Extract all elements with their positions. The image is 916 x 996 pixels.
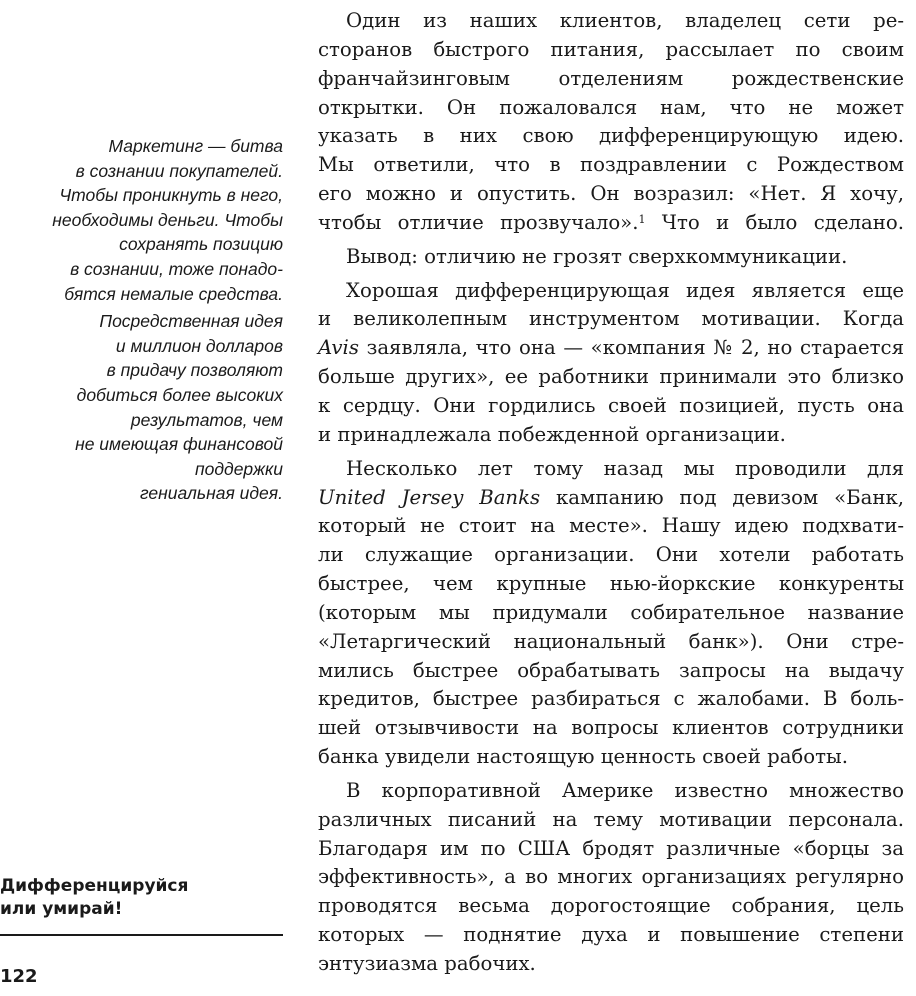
text-line: больше других», ее работники принимали это близко xyxy=(318,365,904,389)
footnote-marker: 1 xyxy=(638,212,646,226)
sidebar-line: не имеющая финансовой xyxy=(75,434,283,455)
sidebar-line: результатов, чем xyxy=(130,409,283,430)
text-line: сторанов быстрого питания, рассылает по своим xyxy=(318,37,904,61)
paragraph-conclusion xyxy=(318,243,904,272)
text-line: «Летаргический национальный банк»). Они стре- xyxy=(318,629,904,653)
text-line: различных писаний на тему мотивации персонала. xyxy=(318,807,904,831)
main-text xyxy=(318,7,904,984)
sidebar-line: гениальная идея. xyxy=(139,483,283,504)
text-line: мились быстрее обрабатывать запросы на выдачу xyxy=(318,658,904,682)
sidebar-line: в сознании покупателей. xyxy=(75,160,283,181)
text-line: который не стоит на месте». Нашу идею подхвати- xyxy=(318,514,904,538)
text-line: Один из наших клиентов, владелец сети ре- xyxy=(346,9,904,32)
text-line: кредитов, быстрее разбираться с жалобами. В боль- xyxy=(318,687,904,711)
page-number: 122 xyxy=(0,966,38,987)
brand-avis: Avis xyxy=(318,336,359,360)
sidebar-line: в сознании, тоже понадо- xyxy=(70,258,283,279)
text-line: эффективность», а во многих организациях регулярно xyxy=(318,865,904,889)
text-line: В корпоративной Америке известно множество xyxy=(346,778,904,802)
paragraph-avis xyxy=(318,277,904,450)
sidebar-line: в придачу позволяют xyxy=(106,360,283,381)
chapter-title xyxy=(0,875,283,921)
text-fragment: Что и было сделано. xyxy=(645,210,904,234)
text-fragment: чтобы отличие прозвучало». xyxy=(318,210,639,234)
text-line: ли служащие организации. Они хотели работать xyxy=(318,543,904,567)
text-line: быстрее, чем крупные нью-йоркские конкуренты xyxy=(318,572,904,596)
text-line: проводятся весьма дорогостоящие собрания, цель xyxy=(318,894,904,918)
sidebar-line: и миллион долларов xyxy=(115,335,283,356)
text-line: банка увидели настоящую ценность своей работы. xyxy=(318,745,848,769)
sidebar-line: поддержки xyxy=(194,458,283,479)
text-line: Вывод: отличию не грозят сверхкоммуникации. xyxy=(346,244,848,268)
text-line: которых — поднятие духа и повышение степени xyxy=(318,923,904,947)
text-line xyxy=(318,484,904,513)
text-line: (которым мы придумали собирательное название xyxy=(318,600,904,624)
text-line xyxy=(318,334,904,363)
sidebar-line: добиться более высоких xyxy=(76,384,283,405)
sidebar-line: Маркетинг — битва xyxy=(108,136,283,156)
text-line: Мы ответили, что в поздравлении с Рождеством xyxy=(318,153,904,177)
text-line: энтузиазма рабочих. xyxy=(318,952,536,975)
text-fragment: заявляла, что она — «компания № 2, но старается xyxy=(358,336,904,360)
text-line: Благодаря им по США бродят различные «борцы за xyxy=(318,836,904,860)
sidebar-line: Чтобы проникнуть в него, xyxy=(59,185,283,206)
paragraph-corporate-america xyxy=(318,777,904,979)
footer-divider xyxy=(0,934,283,936)
paragraph-christmas-cards xyxy=(318,7,904,238)
sidebar-line: Посредственная идея xyxy=(99,311,283,332)
sidebar-line: сохранять позицию xyxy=(119,234,283,255)
text-line: открытки. Он пожаловался нам, что не может xyxy=(318,95,904,119)
chapter-title-line: Дифференцируйся xyxy=(0,876,189,896)
sidebar-quotes xyxy=(0,134,283,509)
text-line: и великолепным инструментом мотивации. Когда xyxy=(318,307,904,331)
paragraph-united-jersey xyxy=(318,455,904,772)
text-line: указать в них свою дифференцирующую идею. xyxy=(318,124,904,148)
sidebar-quote-marketing xyxy=(0,134,283,306)
text-line: и принадлежала побежденной организации. xyxy=(318,422,786,446)
text-line: Хорошая дифференцирующая идея является еще xyxy=(346,278,904,302)
sidebar-line: бятся немалые средства. xyxy=(64,283,283,304)
sidebar-quote-idea xyxy=(0,309,283,506)
text-line: шей отзывчивости на вопросы клиентов сотрудники xyxy=(318,716,904,740)
chapter-title-line: или умирай! xyxy=(0,899,123,919)
text-line: Несколько лет тому назад мы проводили для xyxy=(346,456,904,480)
text-fragment: кампанию под девизом «Банк, xyxy=(540,485,905,509)
sidebar-line: необходимы деньги. Чтобы xyxy=(52,209,283,230)
brand-united-jersey-banks: United Jersey Banks xyxy=(318,485,541,509)
text-line: его можно и опустить. Он возразил: «Нет. Я хочу, xyxy=(318,182,904,206)
text-line: к сердцу. Они гордились своей позицией, пусть она xyxy=(318,393,904,417)
text-line xyxy=(318,209,904,238)
text-line: франчайзинговым отделениям рождественские xyxy=(318,66,904,90)
